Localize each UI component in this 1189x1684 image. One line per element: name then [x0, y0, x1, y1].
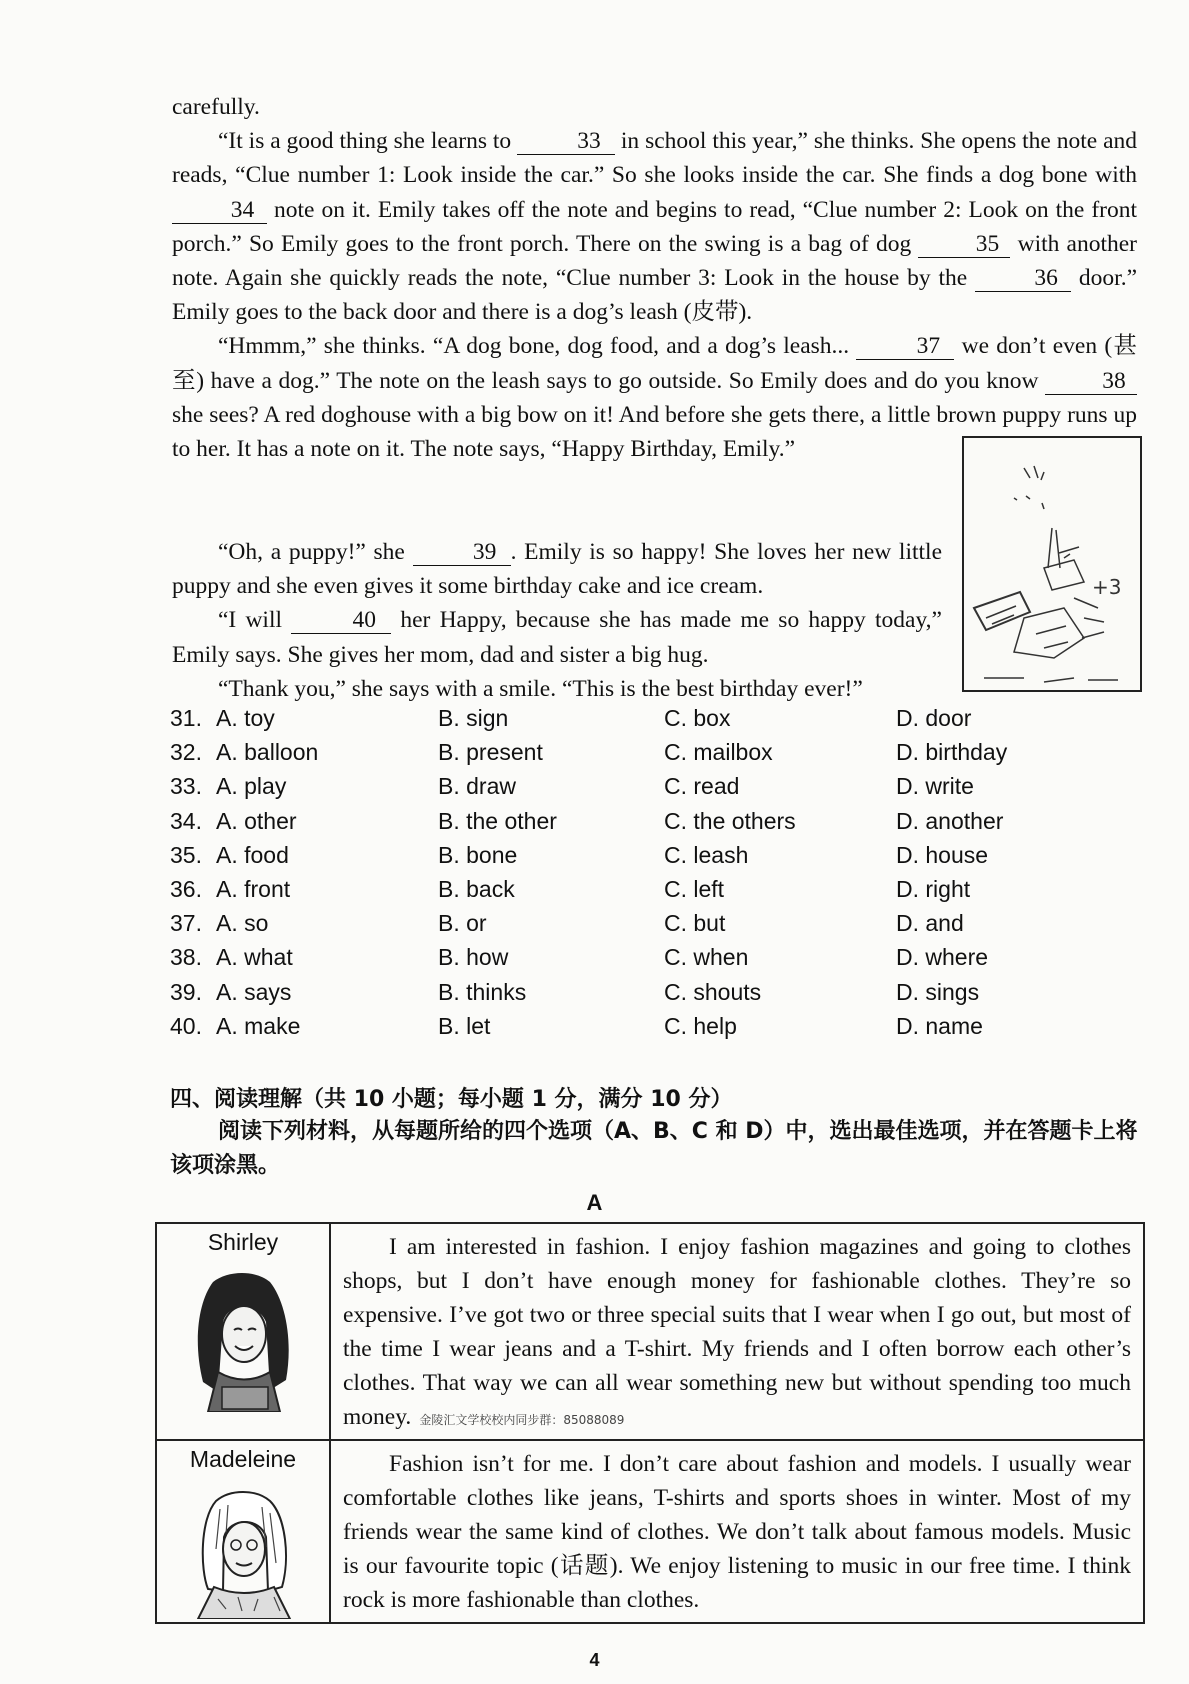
option-d: D. door [896, 705, 972, 731]
passage-text: “I will [218, 607, 282, 634]
option-b: B. back [438, 875, 515, 902]
shirley-portrait-icon [178, 1262, 308, 1412]
passage-text: “Hmmm,” she thinks. “A dog bone, dog food, and a dog’s leash... [218, 333, 850, 360]
option-d: D. right [896, 875, 971, 902]
question-number: 33. [170, 773, 202, 800]
blank-40: 40 [291, 607, 391, 634]
profile-text: Fashion isn’t for me. I don’t care about fashion and models. I usually wear comfortable clothes like jeans, T-shirts and sports shoes in winter. Most of my friends wear the same kind of clothes. We don’t talk about famous models. Music is our favourite topic (话题). We enjoy listening to music in our free time. I think rock is more fashionable than clothes. [343, 1451, 1131, 1614]
question-number: 35. [170, 841, 202, 868]
option-d: D. sings [896, 978, 980, 1005]
option-row-39 [170, 979, 1070, 1013]
option-c: C. leash [664, 841, 749, 868]
passage-text: she sees? A red doghouse with a big bow on it! And before she gets there, a little brown puppy runs up to her. It has a note on it. The note says, “Happy Birthday, Emily.” [172, 401, 1137, 463]
cloze-passage [172, 90, 1137, 466]
passage-text: with another note. Again she quickly reads the note, “Clue number 3: Look in the house by the [172, 230, 1137, 292]
doghouse-illustration [962, 436, 1142, 692]
cloze-options [170, 705, 1070, 1047]
passage-line-carefully: carefully. [172, 94, 260, 120]
doghouse-sketch-icon [964, 438, 1140, 690]
question-number: 32. [170, 739, 202, 766]
option-c: C. mailbox [664, 739, 773, 766]
passage-text: in school this year,” she thinks. She opens the note and reads, “Clue number 1: Look inside the car.” So she looks inside the car. She finds a dog bone with [172, 128, 1137, 189]
option-row-35 [170, 842, 1070, 876]
option-c: C. left [664, 875, 725, 902]
profile-text-cell [330, 1223, 1144, 1440]
passage-text: her Happy, because she has made me so happy today,” Emily says. She gives her mom, dad and sister a big hug. [172, 607, 942, 668]
blank-36: 36 [975, 265, 1071, 292]
instructions-text: 阅读下列材料，从每题所给的四个选项（A、B、C 和 D）中，选出最佳选项，并在答题卡上将该项涂黑。 [170, 1119, 1138, 1178]
blank-39: 39 [413, 539, 511, 566]
watermark-text: 金陵汇文学校校内同步群：85088089 [419, 1413, 625, 1427]
question-number: 31. [170, 705, 202, 731]
option-a: A. so [216, 910, 269, 937]
option-a: A. toy [216, 705, 275, 731]
passage-paragraph-1 [172, 124, 1137, 329]
option-c: C. but [664, 910, 726, 937]
option-b: B. thinks [438, 978, 527, 1005]
option-d: D. where [896, 944, 989, 971]
option-b: B. how [438, 944, 509, 971]
option-row-36 [170, 876, 1070, 910]
passage-text: door.” Emily goes to the back door and there is a dog’s leash (皮带). [172, 265, 1138, 326]
profile-name: Shirley [207, 1229, 279, 1255]
blank-35: 35 [918, 231, 1010, 258]
svg-text:+3: +3 [1092, 575, 1122, 599]
option-row-40 [170, 1013, 1070, 1047]
option-row-31 [170, 705, 1070, 739]
passage-text: “Oh, a puppy!” she [218, 539, 405, 565]
option-row-38 [170, 944, 1070, 978]
profiles-table [155, 1222, 1145, 1624]
question-number: 37. [170, 910, 202, 937]
option-row-37 [170, 910, 1070, 944]
profile-person-cell [156, 1223, 330, 1440]
option-b: B. the other [438, 807, 557, 834]
option-c: C. when [664, 944, 749, 971]
option-c: C. the others [664, 807, 796, 834]
passage-paragraph-3 [172, 535, 942, 603]
option-a: A. other [216, 807, 297, 834]
option-b: B. present [438, 739, 543, 766]
option-a: A. says [216, 978, 292, 1005]
profile-person-cell [156, 1440, 330, 1623]
section-title: 四、阅读理解（共 10 小题；每小题 1 分，满分 10 分） [170, 1087, 733, 1112]
option-d: D. another [896, 807, 1004, 834]
passage-text: note on it. Emily takes off the note and begins to read, “Clue number 2: Look on the front porch.” So Emily goes to the front porch. There on the swing is a bag of dog [172, 196, 1137, 257]
option-d: D. name [896, 1012, 983, 1039]
option-a: A. make [216, 1012, 301, 1039]
part-label: A [586, 1190, 603, 1215]
option-c: C. shouts [664, 978, 762, 1005]
option-c: C. box [664, 705, 731, 731]
profile-row-shirley [156, 1223, 1144, 1440]
option-b: B. bone [438, 841, 518, 868]
page-number: 4 [589, 1650, 600, 1670]
question-number: 34. [170, 807, 202, 834]
option-a: A. play [216, 773, 287, 800]
question-number: 39. [170, 978, 202, 1005]
madeleine-portrait-icon [178, 1479, 308, 1619]
option-d: D. and [896, 910, 964, 937]
blank-33: 33 [517, 128, 615, 155]
blank-38: 38 [1045, 368, 1137, 395]
profile-row-madeleine [156, 1440, 1144, 1623]
passage-text: . Emily is so happy! She loves her new little puppy and she even gives it some birthday cake and ice cream. [172, 539, 943, 600]
option-d: D. birthday [896, 739, 1008, 766]
profile-text-cell [330, 1440, 1144, 1623]
blank-34: 34 [172, 197, 267, 224]
option-a: A. balloon [216, 739, 319, 766]
question-number: 40. [170, 1012, 202, 1039]
option-row-32 [170, 739, 1070, 773]
option-c: C. read [664, 773, 740, 800]
passage-paragraph-4 [172, 603, 942, 671]
option-b: B. draw [438, 773, 516, 800]
option-d: D. house [896, 841, 989, 868]
profile-text [343, 1230, 1131, 1437]
option-row-33 [170, 773, 1070, 807]
option-b: B. let [438, 1012, 491, 1039]
passage-paragraph-5: “Thank you,” she says with a smile. “This is the best birthday ever!” [218, 675, 863, 702]
question-number: 36. [170, 875, 202, 902]
question-number: 38. [170, 944, 202, 971]
option-d: D. write [896, 773, 974, 800]
option-row-34 [170, 808, 1070, 842]
option-b: B. sign [438, 705, 509, 731]
profile-paragraph: I am interested in fashion. I enjoy fashion magazines and going to clothes shops, but I don’t have enough money for fashionable clothes. They’re so expensive. I’ve got two or three special suits that I wear when I go out, but most of the time I wear jeans and a T-shirt. My friends and I often borrow each other’s clothes. That way we can all wear something new but without spending too much money. [343, 1234, 1131, 1430]
option-a: A. what [216, 944, 293, 971]
option-b: B. or [438, 910, 487, 937]
option-c: C. help [664, 1012, 737, 1039]
option-a: A. food [216, 841, 289, 868]
passage-text: we don’t even (甚至) have a dog.” The note on the leash says to go outside. So Emily does and do you know [172, 333, 1138, 394]
passage-text: “It is a good thing she learns to [218, 128, 512, 155]
option-a: A. front [216, 875, 291, 902]
profile-name: Madeleine [189, 1446, 297, 1473]
blank-37: 37 [856, 333, 954, 360]
section-instructions [170, 1115, 1140, 1183]
